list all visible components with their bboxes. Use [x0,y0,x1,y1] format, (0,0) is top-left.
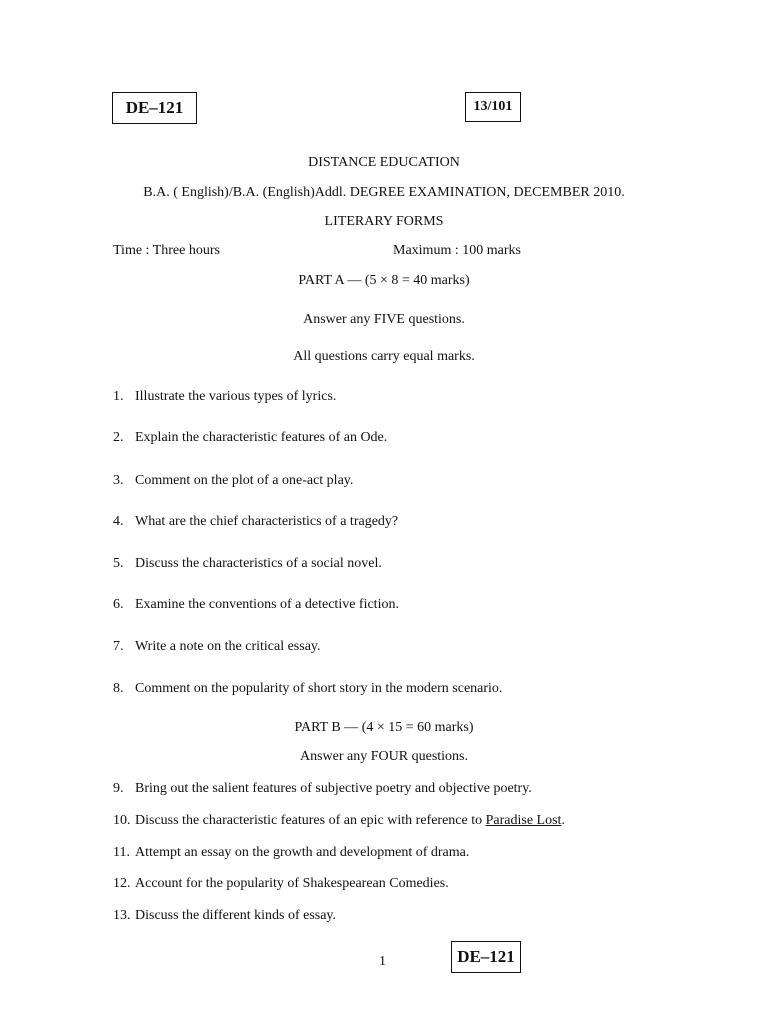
question-number: 3. [113,473,124,488]
question-item [113,430,387,446]
subject-heading: LITERARY FORMS [324,214,444,229]
page-number: 1 [379,954,386,969]
part-a-heading: PART A — (5 × 8 = 40 marks) [298,273,470,288]
question-item [113,597,399,613]
question-text: Illustrate the various types of lyrics. [135,389,337,404]
question-item [113,389,336,405]
question-item [113,514,398,530]
question-text: Comment on the plot of a one-act play. [135,473,354,488]
book-title: Paradise Lost [485,813,562,828]
question-text: Comment on the popularity of short story in the modern scenario. [135,681,503,696]
question-item [113,556,382,572]
question-number: 5. [113,556,124,571]
max-marks-label: Maximum : 100 marks [393,243,521,258]
question-text: Explain the characteristic features of an Ode. [135,430,388,445]
question-item [113,876,449,892]
question-number: 6. [113,597,124,612]
institution-heading: DISTANCE EDUCATION [308,155,460,170]
question-number: 1. [113,389,124,404]
part-b-heading: PART B — (4 × 15 = 60 marks) [294,720,474,735]
question-text: Discuss the characteristics of a social novel. [135,556,382,571]
question-text: Discuss the different kinds of essay. [135,908,337,923]
part-a-note: All questions carry equal marks. [293,349,475,364]
question-text: Examine the conventions of a detective fiction. [135,597,399,612]
question-number: 11. [113,845,130,860]
question-number: 13. [113,908,131,923]
paper-number-box: 13/101 [465,92,521,122]
question-item [113,639,321,655]
question-number: 12. [113,876,131,891]
question-number: 10. [113,813,131,828]
question-number: 8. [113,681,124,696]
question-text: Account for the popularity of Shakespearean Comedies. [135,876,449,891]
exam-heading: B.A. ( English)/B.A. (English)Addl. DEGREE EXAMINATION, DECEMBER 2010. [143,185,625,200]
paper-code-box: DE–121 [112,92,197,124]
part-a-instruction: Answer any FIVE questions. [303,312,465,327]
part-b-instruction: Answer any FOUR questions. [300,749,468,764]
question-item [113,813,565,829]
footer-code-box: DE–121 [451,941,521,973]
question-text: What are the chief characteristics of a tragedy? [135,514,399,529]
question-number: 4. [113,514,124,529]
question-number: 9. [113,781,124,796]
question-item [113,681,502,697]
question-text-tail: . [561,813,565,828]
question-item [113,908,336,924]
question-text: Bring out the salient features of subjective poetry and objective poetry. [135,781,532,796]
question-number: 2. [113,430,124,445]
question-text: Discuss the characteristic features of an epic with reference to [135,813,486,828]
question-text: Write a note on the critical essay. [135,639,321,654]
time-label: Time : Three hours [113,243,220,258]
question-item [113,781,532,797]
question-number: 7. [113,639,124,654]
question-item [113,845,469,861]
question-item [113,473,353,489]
question-text: Attempt an essay on the growth and development of drama. [135,845,470,860]
